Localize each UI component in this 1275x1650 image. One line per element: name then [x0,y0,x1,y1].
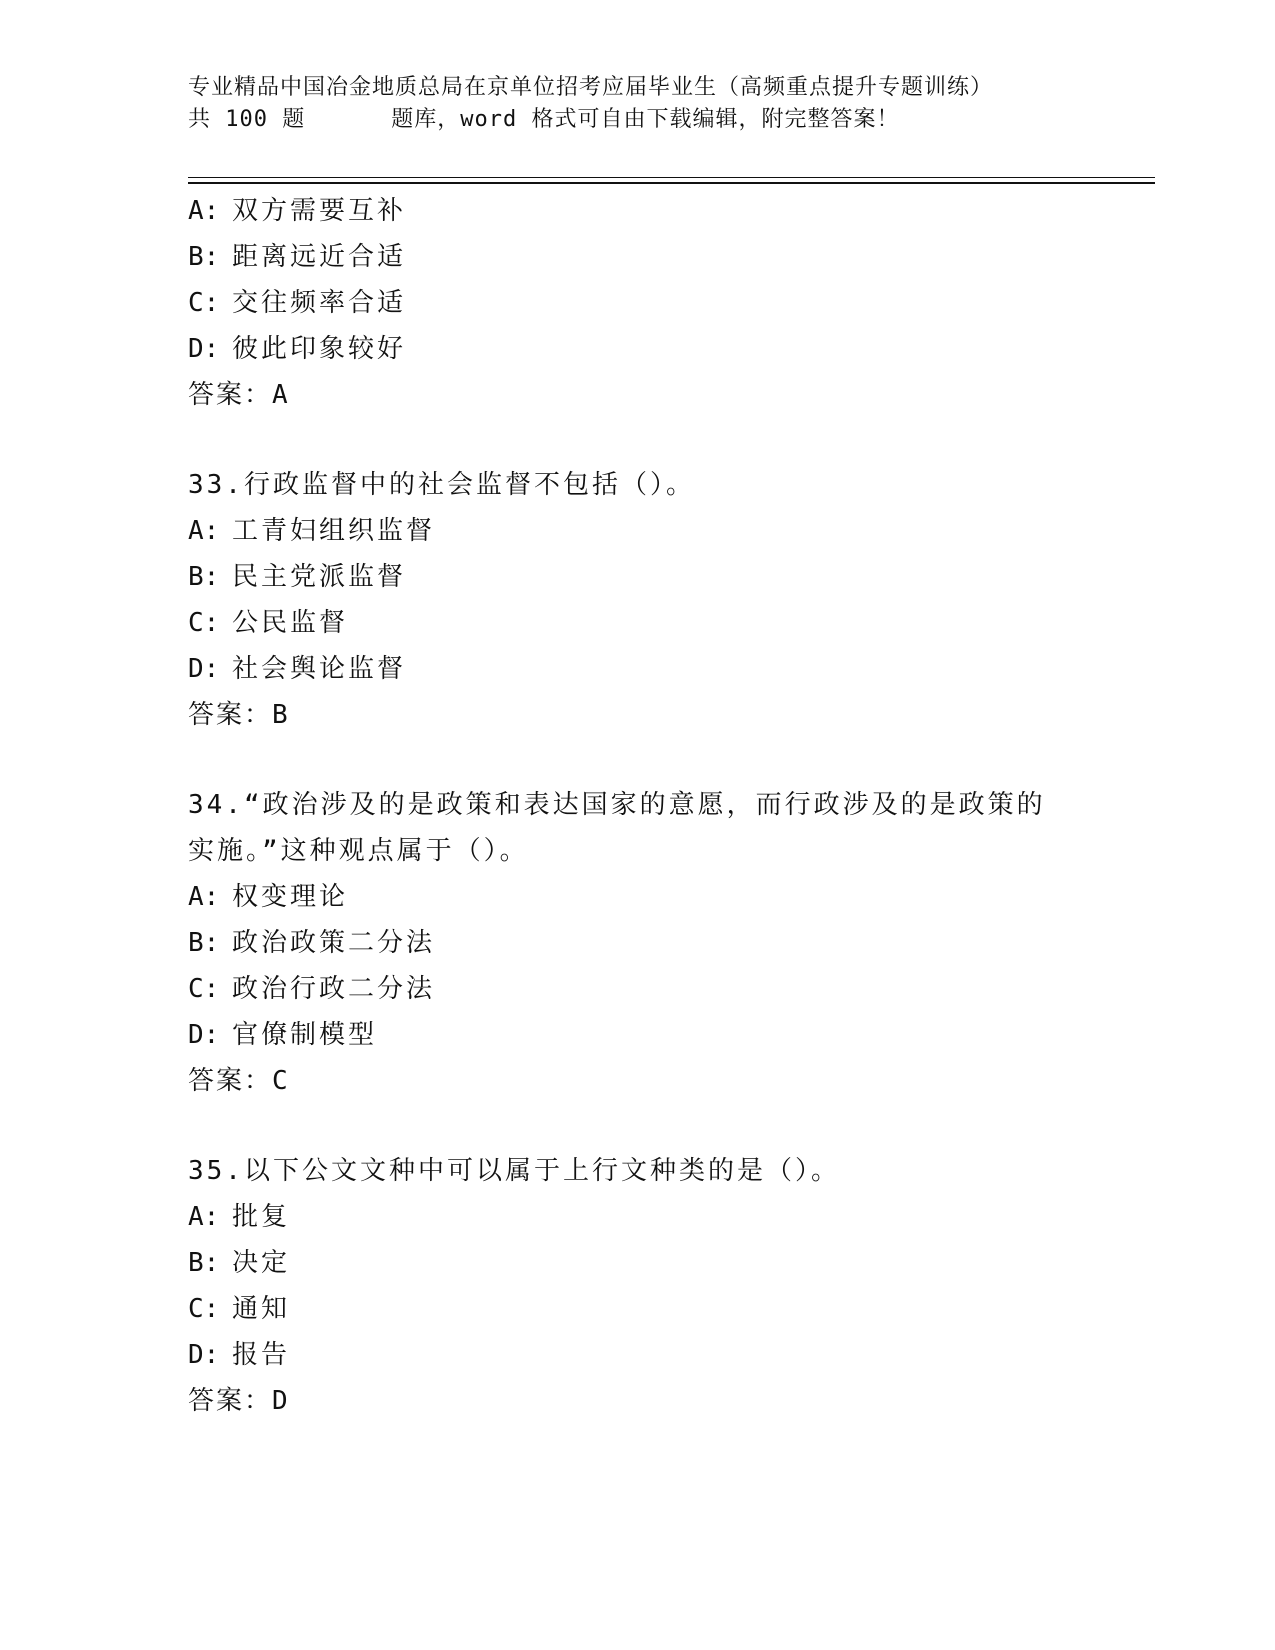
option-d: D: 报告 [188,1340,291,1370]
option-b: B: 民主党派监督 [188,562,407,592]
option-a: A: 批复 [188,1202,291,1232]
question-block-33 [188,462,1088,738]
question-block-35 [188,1148,1088,1424]
option-b: B: 距离远近合适 [188,242,407,272]
document-header [188,72,1158,136]
header-question-count: 共 100 题 [188,107,306,132]
answer-line: 答案：B [188,700,288,730]
option-b: B: 政治政策二分法 [188,928,436,958]
option-a: A: 双方需要互补 [188,196,407,226]
answer-line: 答案：A [188,380,288,410]
answer-line: 答案：C [188,1066,288,1096]
option-c: C: 政治行政二分法 [188,974,436,1004]
question-text: 35.以下公文文种中可以属于上行文种类的是（）。 [188,1156,840,1186]
option-c: C: 交往频率合适 [188,288,407,318]
question-list [188,188,1088,1424]
option-d: D: 官僚制模型 [188,1020,378,1050]
option-a: A: 权变理论 [188,882,349,912]
answer-line: 答案：D [188,1386,288,1416]
header-subtitle [188,104,1158,136]
option-d: D: 社会舆论监督 [188,654,407,684]
option-d: D: 彼此印象较好 [188,334,407,364]
question-block-32-continued [188,188,1088,418]
question-text: 33.行政监督中的社会监督不包括（）。 [188,470,695,500]
header-rule-thin [188,177,1155,178]
option-a: A: 工青妇组织监督 [188,516,436,546]
header-description: 题库，word 格式可自由下载编辑，附完整答案！ [391,107,900,132]
header-rule-thick [188,182,1155,184]
header-title: 专业精品中国冶金地质总局在京单位招考应届毕业生（高频重点提升专题训练） [188,75,994,100]
question-text: 34.“政治涉及的是政策和表达国家的意愿，而行政涉及的是政策的实施。”这种观点属于（）。 [188,790,1046,866]
option-c: C: 通知 [188,1294,291,1324]
question-block-34 [188,782,1088,1104]
option-b: B: 决定 [188,1248,291,1278]
option-c: C: 公民监督 [188,608,349,638]
